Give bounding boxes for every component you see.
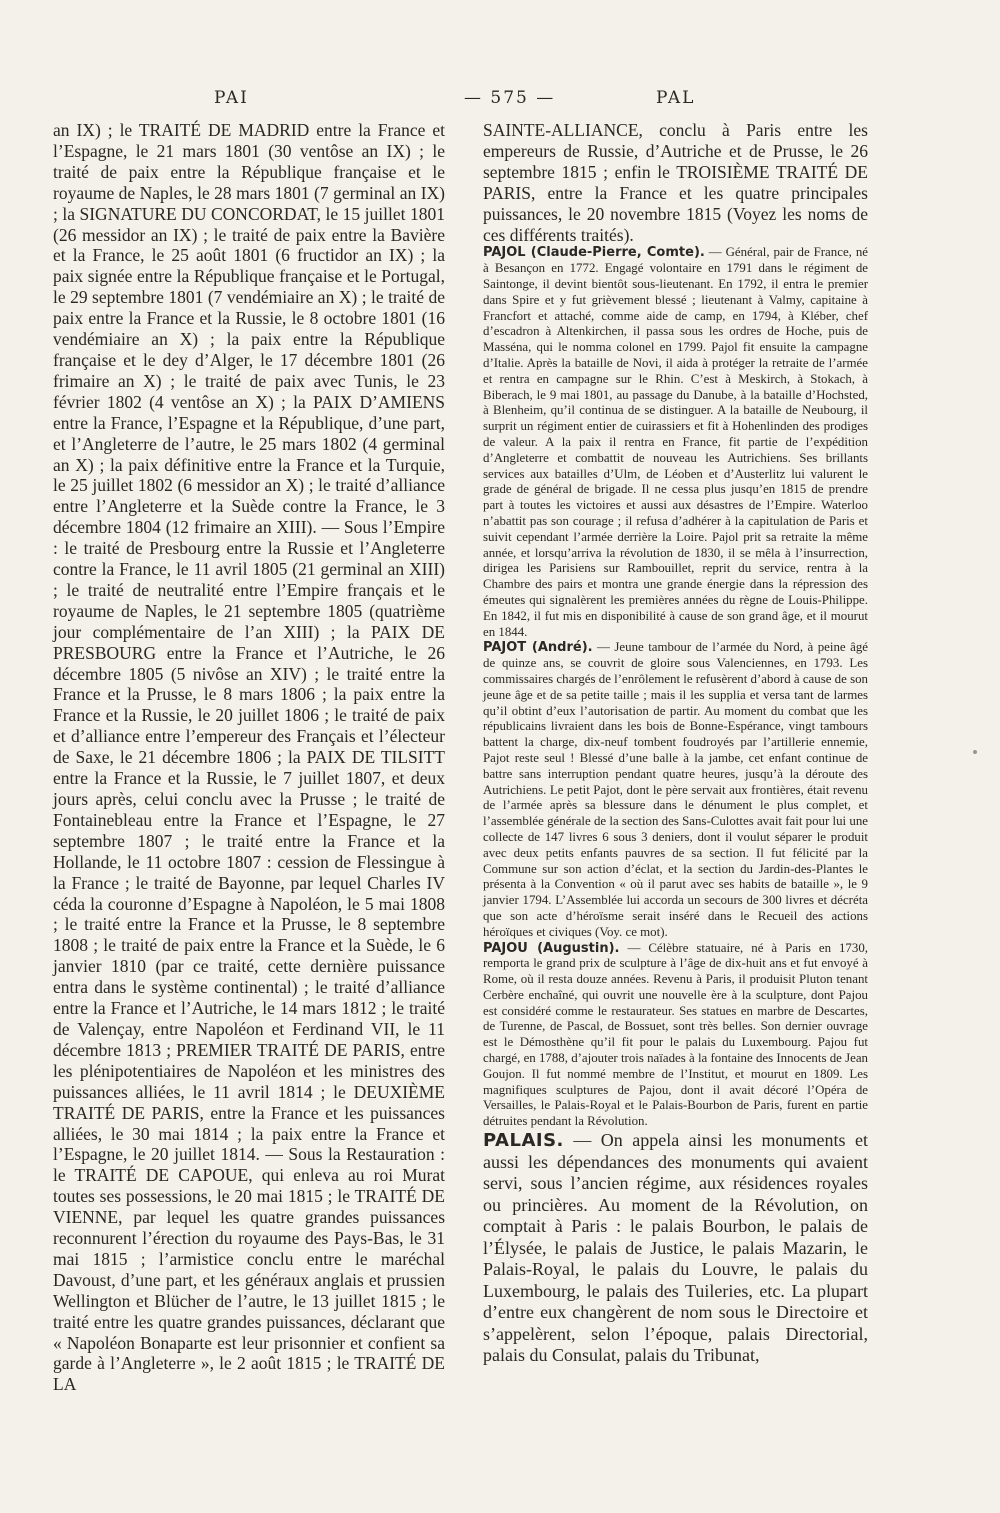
- page-number: — 575 —: [464, 88, 556, 108]
- entry-headword: PAJOT (André).: [483, 640, 593, 656]
- treaties-text: an IX) ; le TRAITÉ DE MADRID entre la France et l’Espagne, le 21 mars 1801 (30 ventôse an IX) ; le traité de paix entre la République française et le royaume de Naples, le 28 mars 1801 (7 germinal an IX) ; la SIGNATURE DU CONCORDAT, le 15 juillet 1801 (26 messidor an IX) ; le traité de paix entre la Bavière et la France, le 25 août 1801 (6 fructidor an IX) ; la paix signée entre la République française et le Portugal, le 29 septembre 1801 (7 vendémiaire an X) ; le traité de paix entre la France et la Russie, le 8 octobre 1801 (16 vendémiaire an X) ; la paix entre la République française et le dey d’Alger, le 17 décembre 1801 (26 frimaire an X) ; le traité de paix avec Tunis, le 23 février 1802 (4 ventôse an X) ; la PAIX D’AMIENS entre la France, l’Espagne et la République, d’une part, et l’Angleterre de l’autre, le 25 mars 1802 (4 germinal an X) ; la paix définitive entre la France et la Turquie, le 25 juillet 1802 (6 messidor an X) ; le traité d’alliance entre l’Angleterre et la Suède contre la France, le 3 décembre 1804 (12 frimaire an XIII). — Sous l’Empire : le traité de Presbourg entre la Russie et l’Angleterre contre la France, le 11 avril 1805 (21 germinal an XIII) ; le traité de neutralité entre l’Empire français et le royaume de Naples, le 21 septembre 1805 (quatrième jour complémentaire de l’an XIII) ; la PAIX DE PRESBOURG entre la France et l’Autriche, le 26 décembre 1805 (5 nivôse an XIV) ; le traité entre la France et la Prusse, le 8 mars 1806 ; la paix entre la France et la Russie, le 20 juillet 1806 ; le traité de paix et d’alliance entre l’empereur des Français et l’électeur de Saxe, le 21 décembre 1806 ; la PAIX DE TILSITT entre la France et la Russie, le 7 juillet 1807, et deux jours après, celui conclu avec la Prusse ; le traité de Fontainebleau entre la France et l’Espagne, le 27 septembre 1807 ; le traité entre la France et la Hollande, le 11 octobre 1807 : cession de Flessingue à la France ; le traité de Bayonne, par lequel Charles IV céda la couronne d’Espagne à Napoléon, le 5 mai 1808 ; le traité entre la France et la Prusse, le 8 septembre 1808 ; le traité de paix entre la France et la Suède, le 6 janvier 1810 (par ce traité, cette dernière puissance entra dans le système continental) ; le traité d’alliance entre la France et l’Autriche, le 14 mars 1812 ; le traité de Valençay, entre Napoléon et Ferdinand VII, le 11 décembre 1813 ; PREMIER TRAITÉ DE PARIS, entre les plénipotentiaires de Napoléon et les ministres des puissances alliées, le 11 avril 1814 ; le DEUXIÈME TRAITÉ DE PARIS, entre la France et les puissances alliées, le 30 mai 1814 ; la paix entre la France et l’Espagne, le 20 juillet 1814. — Sous la Restauration : le TRAITÉ DE CAPOUE, qui enleva au roi Murat toutes ses possessions, le 20 mai 1815 ; le TRAITÉ DE VIENNE, par lequel les quatre grandes puissances reconnurent l’érection du royaume des Pays-Bas, le 31 mai 1815 ; l’armistice conclu entre le maréchal Davoust, d’une part, et les généraux anglais et prussien Wellington et Blücher de l’autre, le 13 juillet 1815 ; le traité entre les quatre grandes puissances, déclarant que « Napoléon Bonaparte est leur prisonnier et confient sa garde à l’Angleterre », le 2 août 1815 ; le TRAITÉ DE LA: [53, 120, 445, 1395]
- entry-body: — Célèbre statuaire, né à Paris en 1730, remporta le grand prix de sculpture à l’âge de dix-huit ans et fut envoyé à Rome, où il resta douze années. Revenu à Paris, il produisit Pluton tenant Cerbère enchaîné, qui ouvrit une nouvelle ère à la sculpture, dont Pajou est considéré comme le restaurateur. Ses statues en marbre de Descartes, de Turenne, de Pascal, de Bossuet, sont très belles. Son dernier ouvrage est le Démosthène qu’il fit pour le palais du Luxembourg. Pajou fut chargé, en 1788, d’ajouter trois naïades à la fontaine des Innocents de Jean Goujon. Il fut nommé membre de l’Institut, et mourut en 1809. Les magnifiques sculptures de Pajou, dont il avait décoré l’Opéra de Versailles, le Palais-Royal et le Palais-Bourbon de Paris, furent en partie détruites pendant la Révolution.: [483, 940, 868, 1129]
- entry-pajol: [483, 245, 868, 640]
- running-head-left: PAI: [214, 88, 249, 108]
- running-head-right: PAL: [656, 88, 696, 108]
- paper-speck: [973, 750, 977, 754]
- entry-headword: PAJOL (Claude-Pierre, Comte).: [483, 245, 705, 261]
- entry-body: — Jeune tambour de l’armée du Nord, à peine âgé de quinze ans, se couvrit de gloire sous Valenciennes, en 1793. Les commissaires chargés de l’enrôlement le refusèrent d’abord à cause de son jeune âge et de sa petite taille ; mais il les supplia et versa tant de larmes qu’il obtint d’eux l’autorisation de partir. Au moment du combat que les républicains livraient dans les bois de Bonne-Espérance, vingt tambours battent la charge, dix-neuf tombent foudroyés par l’artillerie ennemie, Pajot reste seul ! Blessé d’une balle à la jambe, cet enfant continue de battre sans interruption pendant quatre heures, jusqu’à la déroute des Autrichiens. Le petit Pajot, dont le père servait aux frontières, était revenu de l’armée après sa blessure dans le dénument le plus complet, et l’assemblée générale de la section des Sans-Culottes avait fait pour lui une collecte de 147 livres 6 sous 3 deniers, dont il voulut séparer le produit avec deux petits enfants pauvres de sa section. Il fut félicité par la Commune sur son action d’éclat, et la section du Jardin-des-Plantes le présenta à la Convention « où il parut avec ses habits de bataille », le 9 janvier 1794. L’Assemblée lui accorda un secours de 300 livres et décréta que son acte d’héroïsme serait inséré dans le Recueil des actions héroïques et civiques (Voy. ce mot).: [483, 640, 868, 939]
- entry-body: — On appela ainsi les monuments et aussi les dépendances des monuments qui avaient servi, sous l’ancien régime, aux résidences royales ou princières. Au moment de la Révolution, on comptait à Paris : le palais Bourbon, le palais de l’Élysée, le palais de Justice, le palais Mazarin, le Palais-Royal, le palais du Louvre, le palais du Luxembourg, le palais des Tuileries, etc. La plupart d’entre eux changèrent de nom sous le Directoire et s’appelèrent, selon l’époque, palais Directorial, palais du Consulat, palais du Tribunat,: [483, 1130, 868, 1366]
- entry-palais: [483, 1130, 868, 1367]
- entry-pajou: [483, 941, 868, 1131]
- entry-headword: PALAIS.: [483, 1130, 564, 1152]
- entry-headword: PAJOU (Augustin).: [483, 940, 620, 956]
- treaties-continuation: SAINTE-ALLIANCE, conclu à Paris entre les empereurs de Russie, d’Autriche et de Prusse, le 26 septembre 1815 ; enfin le TROISIÈME TRAITÉ DE PARIS, entre la France et les quatre principales puissances, le 20 novembre 1815 (Voyez les noms de ces différents traités).: [483, 120, 868, 245]
- entry-pajot: [483, 640, 868, 940]
- entry-body: — Général, pair de France, né à Besançon en 1772. Engagé volontaire en 1791 dans le régiment de Saintonge, il devint bientôt sous-lieutenant. En 1792, il entra le premier dans Spire et y fut grièvement blessé ; lieutenant à Valmy, capitaine à Francfort et attaché, comme aide de camp, en 1794, à Kléber, chef d’escadron à Altenkirchen, il passa sous les ordres de Hoche, puis de Masséna, qui le nomma colonel en 1799. Pajol fit ensuite la campagne d’Italie. Après la bataille de Novi, il aida à protéger la retraite de l’armée et rentra en campagne sur le Rhin. C’est à Meskirch, à Stokach, à Biberach, le 9 mai 1801, au passage du Danube, à la bataille d’Hochsted, à Blenheim, qu’il continua de se distinguer. A la bataille de Neubourg, il surprit un régiment entier de cuirassiers et fit à Hohenlinden des prodiges de valeur. A la paix il rentra en France, fit partie de l’expédition d’Angleterre et combattit de nouveau les Autrichiens. Ses brillants services aux batailles d’Ulm, de Léoben et d’Austerlitz lui valurent le grade de général de brigade. Il ne cessa plus jusqu’en 1815 de prendre part à toutes les victoires et aussi aux désastres de l’Empire. Waterloo n’abattit pas son courage ; il refusa d’adhérer à la capitulation de Paris et suivit cependant l’armée derrière la Loire. Pajol prit sa retraite la même année, et lorsqu’arriva la révolution de 1830, il se mêla à l’insurrection, dirigea les Parisiens sur Rambouillet, reprit du service, rentra à la Chambre des pairs et montra une grande énergie dans la répression des émeutes qui signalèrent les premières années du règne de Louis-Philippe. En 1842, il fut mis en disponibilité à cause de son grand âge, et il mourut en 1844.: [483, 245, 868, 639]
- running-head: [52, 88, 952, 118]
- left-column: [53, 120, 445, 1395]
- right-column: [483, 120, 868, 1367]
